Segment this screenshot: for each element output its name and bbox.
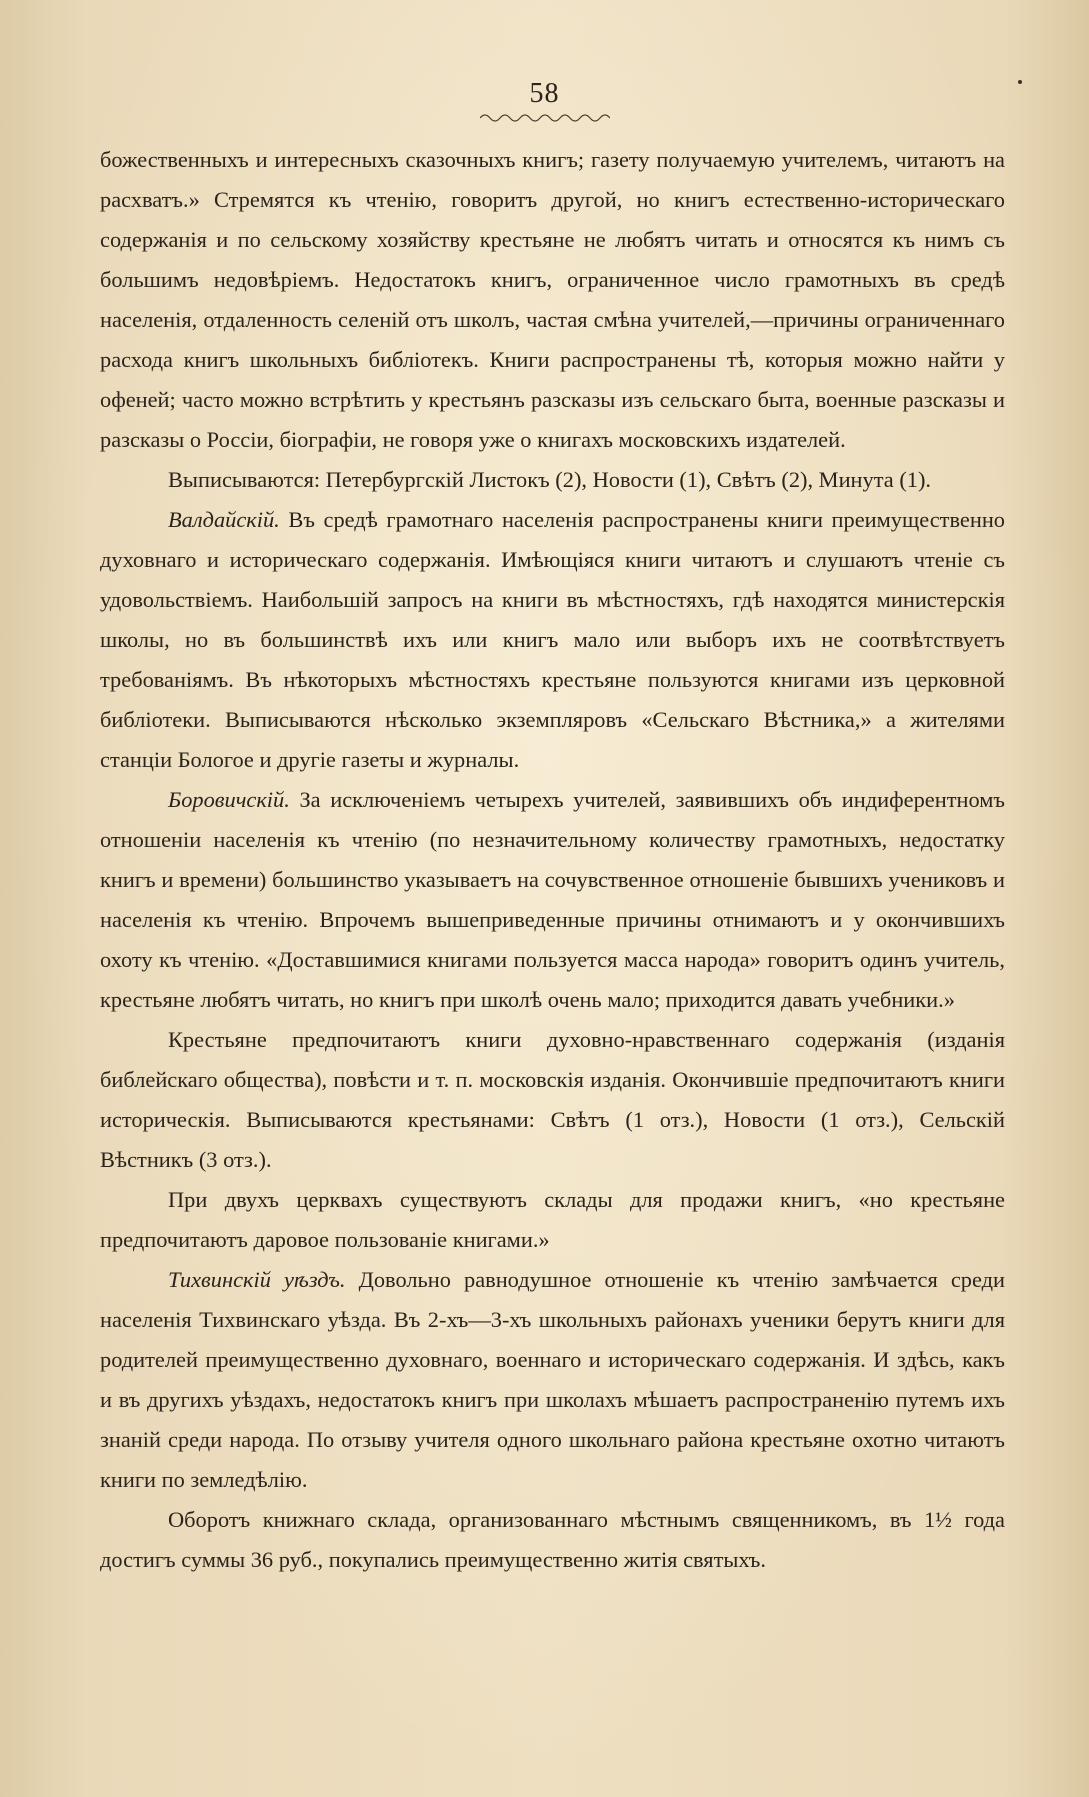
paragraph-text: божественныхъ и интересныхъ сказочныхъ книгъ; газету получаемую учителемъ, читаютъ на расхватъ.» Стремятся къ чтенію, говоритъ другой, но книгъ естественно-историческаго содержанія и по сельскому хозяйству крестьяне не любятъ читать и относятся къ нимъ съ большимъ недовѣріемъ. Недостатокъ книгъ, ограниченное число грамотныхъ въ средѣ населенія, отдаленность селеній отъ школъ, частая смѣна учителей,—причины ограниченнаго расхода книгъ школьныхъ библіотекъ. Книги распространены тѣ, которыя можно найти у офеней; часто можно встрѣтить у крестьянъ разсказы изъ сельскаго быта, военные разсказы и разсказы о Россіи, біографіи, не говоря уже о книгахъ московскихъ издателей. bbox=[100, 147, 1005, 452]
district-heading: Боровичскій. bbox=[168, 787, 290, 812]
page-number: 58 bbox=[529, 78, 560, 109]
paragraph-text: За исключеніемъ четырехъ учителей, заявившихъ объ индиферентномъ отношеніи населенія къ чтенію (по незначительному количеству грамотныхъ, недостатку книгъ и времени) большинство указываетъ на сочувственное отношеніе бывшихъ учениковъ и населенія къ чтенію. Впрочемъ вышеприведенные причины отнимаютъ и у окончившихъ охоту къ чтенію. «Доставшимися книгами пользуется масса народа» говоритъ одинъ учитель, крестьяне любятъ читать, но книгъ при школѣ очень мало; приходится давать учебники.» bbox=[100, 787, 1005, 1012]
paragraph-tikhvin bbox=[100, 1260, 1005, 1500]
page-body bbox=[100, 140, 1005, 1580]
paragraph-valdai bbox=[100, 500, 1005, 780]
paragraph-text: Въ средѣ грамотнаго населенія распространены книги преимущественно духовнаго и историческаго содержанія. Имѣющіяся книги читаютъ и слушаютъ чтеніе съ удовольствіемъ. Наибольшій запросъ на книги въ мѣстностяхъ, гдѣ находятся министерскія школы, но въ большинствѣ ихъ или книгъ мало или выборъ ихъ не соотвѣтствуетъ требованіямъ. Въ нѣкоторыхъ мѣстностяхъ крестьяне пользуются книгами изъ церковной библіотеки. Выписываются нѣсколько экземпляровъ «Сельскаго Вѣстника,» а жителями станціи Бологое и другіе газеты и журналы. bbox=[100, 507, 1005, 772]
paragraph-text: Оборотъ книжнаго склада, организованнаго мѣстнымъ священникомъ, въ 1½ года достигъ суммы 36 руб., покупались преимущественно житія святыхъ. bbox=[100, 1507, 1005, 1572]
paragraph-text: При двухъ церквахъ существуютъ склады для продажи книгъ, «но крестьяне предпочитаютъ даровое пользованіе книгами.» bbox=[100, 1187, 1005, 1252]
paragraph-text: Крестьяне предпочитаютъ книги духовно-нравственнаго содержанія (изданія библейскаго общества), повѣсти и т. п. московскія изданія. Окончившіе предпочитаютъ книги историческія. Выписываются крестьянами: Свѣтъ (1 отз.), Новости (1 отз.), Сельскій Вѣстникъ (3 отз.). bbox=[100, 1027, 1005, 1172]
paragraph-preferences bbox=[100, 1020, 1005, 1180]
paragraph-continuation bbox=[100, 140, 1005, 460]
district-heading: Валдайскій. bbox=[168, 507, 280, 532]
paragraph-text: Довольно равнодушное отношеніе къ чтенію замѣчается среди населенія Тихвинскаго уѣзда. Въ 2-хъ—3-хъ школьныхъ районахъ ученики берутъ книги для родителей преимущественно духовнаго, военнаго и историческаго содержанія. И здѣсь, какъ и въ другихъ уѣздахъ, недостатокъ книгъ при школахъ мѣшаетъ распространенію путемъ ихъ знаній среди народа. По отзыву учителя одного школьнаго района крестьяне охотно читаютъ книги по земледѣлію. bbox=[100, 1267, 1005, 1492]
paragraph-text: Выписываются: Петербургскій Листокъ (2), Новости (1), Свѣтъ (2), Минута (1). bbox=[168, 467, 932, 492]
page-header bbox=[0, 78, 1089, 124]
paragraph-book-store-turnover bbox=[100, 1500, 1005, 1580]
paragraph-church-stores bbox=[100, 1180, 1005, 1260]
paragraph-periodicals bbox=[100, 460, 1005, 500]
paragraph-borovichi bbox=[100, 780, 1005, 1020]
wavy-ornament-icon bbox=[480, 112, 610, 124]
district-heading: Тихвинскій уѣздъ. bbox=[168, 1267, 346, 1292]
